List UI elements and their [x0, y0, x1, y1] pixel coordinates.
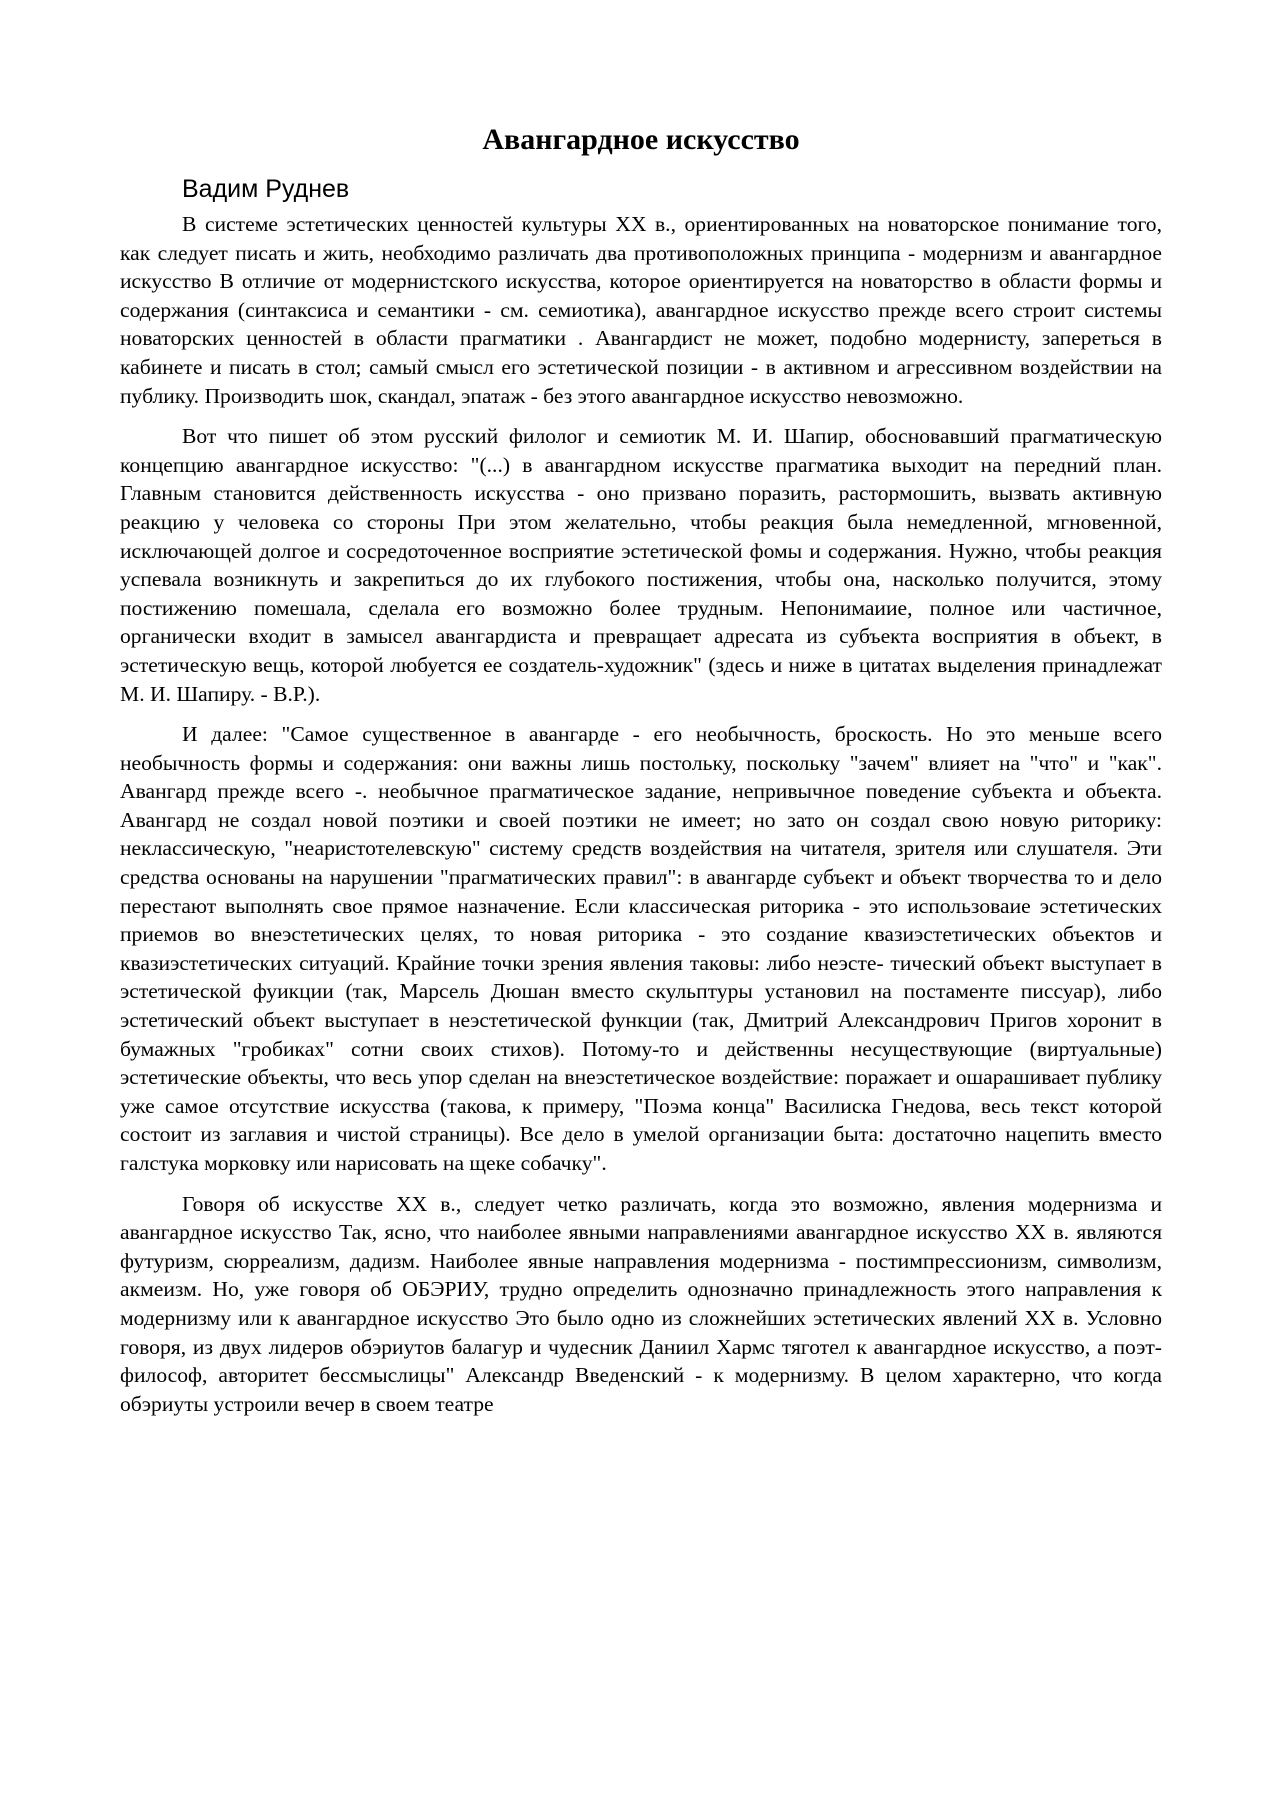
paragraph-2: Вот что пишет об этом русский филолог и семиотик М. И. Шапир, обосновавший прагматическую концепцию авангардное искусство: "(...) в авангардном искусстве прагматика выходит на передний план. Главным становится действенность искусства - оно призвано поразить, растормошить, вызвать активную реакцию у человека со стороны При этом желательно, чтобы реакция была немедленной, мгновенной, исключающей долгое и сосредоточенное восприятие эстетической фомы и содержания. Нужно, чтобы реакция успевала возникнуть и закрепиться до их глубокого постижения, чтобы она, насколько получится, этому постижению помешала, сделала его возможно более трудным. Непонимаиие, полное или частичное, органически входит в замысел авангардиста и превращает адресата из субъекта восприятия в объект, в эстетическую вещь, которой любуется ее создатель-художник" (здесь и ниже в цитатах выделения принадлежат М. И. Шапиру. - В.Р.). [120, 424, 1162, 706]
document-page [120, 120, 1162, 1430]
document-title: Авангардное искусство [482, 123, 800, 156]
paragraph-1: В системе эстетических ценностей культуры XX в., ориентированных на новаторское понимание того, как следует писать и жить, необходимо различать два противоположных принципа - модернизм и авангардное искусство В отличие от модернистского искусства, которое ориентируется на новаторство в области формы и содержания (синтаксиса и семантики - см. семиотика), авангардное искусство прежде всего строит системы новаторских ценностей в области прагматики . Авангардист не может, подобно модернисту, запереться в кабинете и писать в стол; самый смысл его эстетической позиции - в активном и агрессивном воздействии на публику. Производить шок, скандал, эпатаж - без этого авангардное искусство невозможно. [120, 212, 1162, 408]
paragraph-4: Говоря об искусстве XX в., следует четко различать, когда это возможно, явления модернизма и авангардное искусство Так, ясно, что наиболее явными направлениями авангардное искусство XX в. являются футуризм, сюрреализм, дадизм. Наиболее явные направления модернизма - постимпрессионизм, символизм, акмеизм. Но, уже говоря об ОБЭРИУ, трудно определить однозначно принадлежность этого направления к модернизму или к авангардное искусство Это было одно из сложнейших эстетических явлений XX в. Условно говоря, из двух лидеров обэриутов балагур и чудесник Даниил Хармс тяготел к авангардное искусство, а поэт-философ, авторитет бессмыслицы" Александр Введенский - к модернизму. В целом характерно, что когда обэриуты устроили вечер в своем театре [120, 1191, 1162, 1416]
paragraph-3: И далее: "Самое существенное в авангарде - его необычность, броскость. Но это меньше всего необычность формы и содержания: они важны лишь постольку, поскольку "зачем" влияет на "что" и "как". Авангард прежде всего -. необычное прагматическое задание, непривычное поведение субъекта и объекта. Авангард не создал новой поэтики и своей поэтики не имеет; но зато он создал свою новую риторику: неклассическую, "неаристотелевскую" систему средств воздействия на читателя, зрителя или слушателя. Эти средства основаны на нарушении "прагматических правил": в авангарде субъект и объект творчества то и дело перестают выполнять свое прямое назначение. Если классическая риторика - это использоваие эстетических приемов во внеэстетических целях, то новая риторика - это создание квазиэстетических объектов и квазиэстетических ситуаций. Крайние точки зрения явления таковы: либо неэсте- тический объект выступает в эстетической фуикции (так, Марсель Дюшан вместо скульптуры установил на постаменте писсуар), либо эстетический объект выступает в неэстетической функции (так, Дмитрий Александрович Пригов хоронит в бумажных "гробиках" сотни своих стихов). Потому-то и действенны несуществующие (виртуальные) эстетические объекты, что весь упор сделан на внеэстетическое воздействие: поражает и ошарашивает публику уже самое отсутствие искусства (такова, к примеру, "Поэма конца" Василиска Гнедова, весь текст которой состоит из заглавия и чистой страницы). Все дело в умелой организации быта: достаточно нацепить вместо галстука морковку или нарисовать на щеке собачку". [120, 722, 1162, 1175]
document-author: Вадим Руднев [182, 175, 350, 203]
